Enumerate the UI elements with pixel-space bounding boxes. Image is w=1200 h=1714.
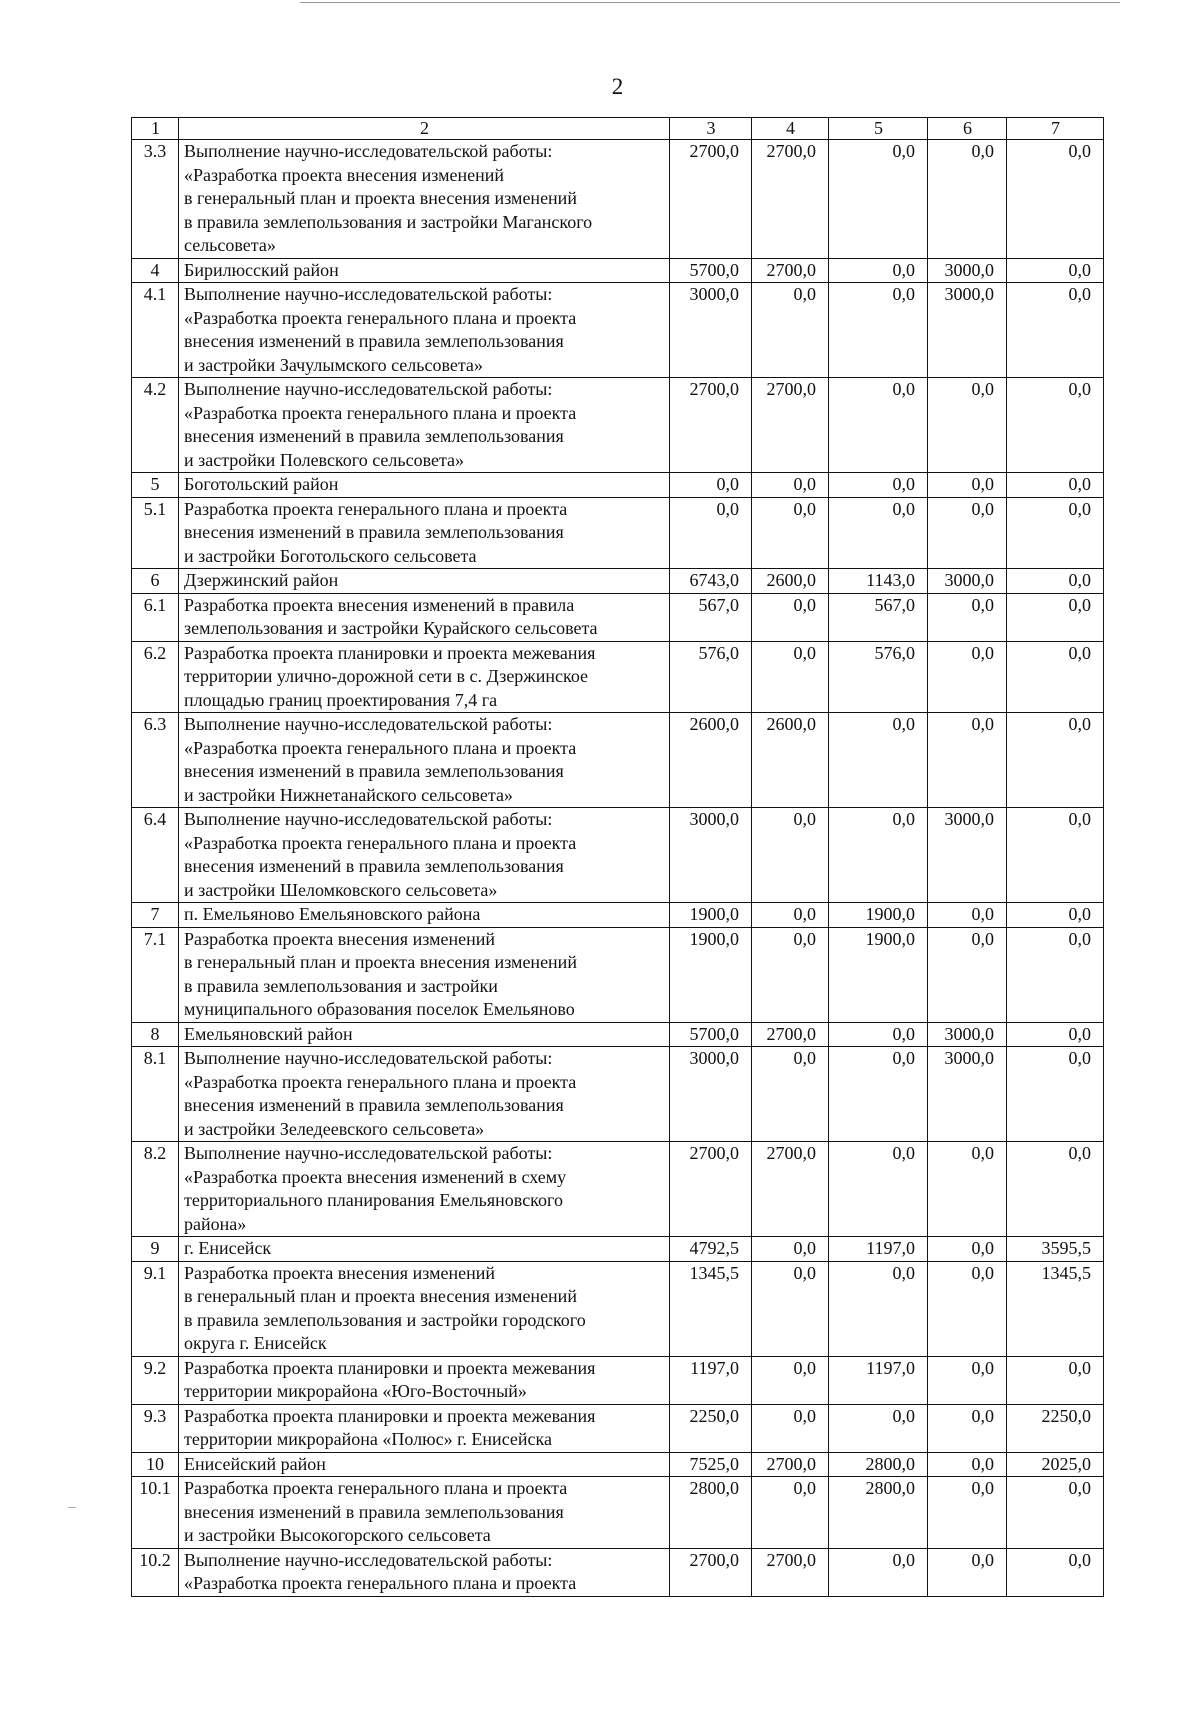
description-line: и застройки Полевского сельсовета» xyxy=(184,449,465,470)
table-row xyxy=(132,569,1104,594)
description-line: Выполнение научно-исследовательской работы: xyxy=(184,809,553,829)
amount-cell-c6: 0,0 xyxy=(928,1261,1007,1356)
amount-cell-c5: 0,0 xyxy=(829,497,928,569)
table-row xyxy=(132,1548,1104,1596)
description-line: территории микрорайона «Полюс» г. Енисейска xyxy=(184,1429,552,1449)
row-description xyxy=(179,1452,670,1477)
description-line: сельсовета» xyxy=(184,235,276,255)
row-number: 6.1 xyxy=(132,593,179,641)
amount-cell-c6: 0,0 xyxy=(928,473,1007,498)
amount-cell-c6: 0,0 xyxy=(928,713,1007,808)
row-number: 9.3 xyxy=(132,1404,179,1452)
amount-cell-c6: 0,0 xyxy=(928,1477,1007,1549)
amount-cell-c4: 2700,0 xyxy=(752,1022,829,1047)
amount-cell-c3: 0,0 xyxy=(670,473,752,498)
amount-cell-c3: 1197,0 xyxy=(670,1356,752,1404)
description-line: Выполнение научно-исследовательской работы: xyxy=(184,714,553,734)
description-line: Разработка проекта внесения изменений xyxy=(184,1262,495,1283)
table-row xyxy=(132,1356,1104,1404)
row-description xyxy=(179,1356,670,1404)
amount-cell-c3: 7525,0 xyxy=(670,1452,752,1477)
amount-cell-c4: 0,0 xyxy=(752,1237,829,1262)
table-body xyxy=(132,140,1104,1597)
amount-cell-c3: 2700,0 xyxy=(670,1142,752,1237)
amount-cell-c7: 2250,0 xyxy=(1007,1404,1104,1452)
amount-cell-c5: 2800,0 xyxy=(829,1477,928,1549)
description-line: Дзержинский район xyxy=(184,570,339,590)
description-line: Выполнение научно-исследовательской работы: xyxy=(184,284,553,304)
row-description xyxy=(179,641,670,713)
table-row xyxy=(132,378,1104,473)
description-line: «Разработка проекта генерального плана и проекта xyxy=(184,832,577,853)
amount-cell-c5: 1197,0 xyxy=(829,1237,928,1262)
amount-cell-c3: 576,0 xyxy=(670,641,752,713)
amount-cell-c3: 4792,5 xyxy=(670,1237,752,1262)
amount-cell-c4: 0,0 xyxy=(752,497,829,569)
amount-cell-c3: 2800,0 xyxy=(670,1477,752,1549)
amount-cell-c7: 0,0 xyxy=(1007,808,1104,903)
row-number: 8 xyxy=(132,1022,179,1047)
amount-cell-c6: 0,0 xyxy=(928,140,1007,259)
amount-cell-c6: 3000,0 xyxy=(928,1022,1007,1047)
scan-top-rule xyxy=(300,2,1120,3)
amount-cell-c7: 0,0 xyxy=(1007,1548,1104,1596)
amount-cell-c5: 0,0 xyxy=(829,258,928,283)
amount-cell-c3: 2700,0 xyxy=(670,1548,752,1596)
amount-cell-c6: 0,0 xyxy=(928,1237,1007,1262)
amount-cell-c7: 0,0 xyxy=(1007,473,1104,498)
description-line: Выполнение научно-исследовательской работы: xyxy=(184,1048,553,1068)
description-line: в генеральный план и проекта внесения изменений xyxy=(184,1286,577,1306)
description-line: территории микрорайона «Юго-Восточный» xyxy=(184,1381,527,1401)
description-line: «Разработка проекта генерального плана и проекта xyxy=(184,307,577,328)
row-description xyxy=(179,927,670,1022)
row-description xyxy=(179,258,670,283)
row-number: 6.3 xyxy=(132,713,179,808)
row-description xyxy=(179,473,670,498)
amount-cell-c7: 0,0 xyxy=(1007,1142,1104,1237)
row-description xyxy=(179,1047,670,1142)
amount-cell-c7: 0,0 xyxy=(1007,258,1104,283)
table-row xyxy=(132,1237,1104,1262)
row-number: 8.1 xyxy=(132,1047,179,1142)
table-row xyxy=(132,903,1104,928)
description-line: «Разработка проекта генерального плана и проекта xyxy=(184,1071,577,1092)
row-description xyxy=(179,1022,670,1047)
row-description xyxy=(179,497,670,569)
amount-cell-c7: 0,0 xyxy=(1007,378,1104,473)
row-description xyxy=(179,903,670,928)
description-line: Выполнение научно-исследовательской работы: xyxy=(184,1549,553,1570)
amount-cell-c4: 2700,0 xyxy=(752,258,829,283)
table-row xyxy=(132,593,1104,641)
column-header: 5 xyxy=(829,118,928,140)
scan-margin-mark xyxy=(68,1507,76,1508)
amount-cell-c5: 1143,0 xyxy=(829,569,928,594)
description-line: Боготольский район xyxy=(184,474,339,494)
amount-cell-c7: 0,0 xyxy=(1007,1047,1104,1142)
description-line: Енисейский район xyxy=(184,1453,326,1474)
amount-cell-c7: 0,0 xyxy=(1007,140,1104,259)
amount-cell-c7: 1345,5 xyxy=(1007,1261,1104,1356)
amount-cell-c4: 2700,0 xyxy=(752,1548,829,1596)
table-row xyxy=(132,927,1104,1022)
description-line: «Разработка проекта внесения изменений xyxy=(184,164,504,185)
description-line: и застройки Зеледеевского сельсовета» xyxy=(184,1118,485,1139)
amount-cell-c3: 6743,0 xyxy=(670,569,752,594)
row-description xyxy=(179,1477,670,1549)
description-line: округа г. Енисейск xyxy=(184,1333,327,1353)
description-line: в правила землепользования и застройки городского xyxy=(184,1309,586,1330)
row-number: 7 xyxy=(132,903,179,928)
row-number: 9.2 xyxy=(132,1356,179,1404)
amount-cell-c6: 0,0 xyxy=(928,641,1007,713)
amount-cell-c5: 0,0 xyxy=(829,473,928,498)
amount-cell-c4: 0,0 xyxy=(752,1261,829,1356)
amount-cell-c3: 3000,0 xyxy=(670,808,752,903)
table-row xyxy=(132,283,1104,378)
row-number: 10 xyxy=(132,1452,179,1477)
description-line: Емельяновский район xyxy=(184,1023,353,1044)
row-description xyxy=(179,713,670,808)
table-row xyxy=(132,808,1104,903)
row-number: 6.4 xyxy=(132,808,179,903)
amount-cell-c5: 2800,0 xyxy=(829,1452,928,1477)
amount-cell-c3: 1900,0 xyxy=(670,903,752,928)
row-description xyxy=(179,1404,670,1452)
description-line: и застройки Нижнетанайского сельсовета» xyxy=(184,784,513,805)
row-number: 7.1 xyxy=(132,927,179,1022)
row-number: 6.2 xyxy=(132,641,179,713)
description-line: площадью границ проектирования 7,4 га xyxy=(184,689,498,710)
amount-cell-c4: 0,0 xyxy=(752,903,829,928)
budget-table xyxy=(131,117,1104,1597)
table-row xyxy=(132,1477,1104,1549)
amount-cell-c5: 1900,0 xyxy=(829,927,928,1022)
description-line: внесения изменений в правила землепользования xyxy=(184,426,564,446)
description-line: и застройки Боготольского сельсовета xyxy=(184,545,477,566)
amount-cell-c6: 3000,0 xyxy=(928,569,1007,594)
amount-cell-c5: 0,0 xyxy=(829,1142,928,1237)
description-line: внесения изменений в правила землепользования xyxy=(184,522,564,542)
table-header-row xyxy=(132,118,1104,140)
description-line: Выполнение научно-исследовательской работы: xyxy=(184,1143,553,1163)
description-line: муниципального образования поселок Емельяново xyxy=(184,999,575,1019)
description-line: «Разработка проекта генерального плана и проекта xyxy=(184,737,577,758)
amount-cell-c4: 0,0 xyxy=(752,1047,829,1142)
row-number: 3.3 xyxy=(132,140,179,259)
amount-cell-c3: 2700,0 xyxy=(670,140,752,259)
description-line: «Разработка проекта генерального плана и проекта xyxy=(184,402,577,423)
description-line: в генеральный план и проекта внесения изменений xyxy=(184,188,577,208)
row-description xyxy=(179,808,670,903)
row-description xyxy=(179,569,670,594)
amount-cell-c5: 567,0 xyxy=(829,593,928,641)
row-number: 10.2 xyxy=(132,1548,179,1596)
amount-cell-c6: 0,0 xyxy=(928,593,1007,641)
description-line: Разработка проекта планировки и проекта межевания xyxy=(184,1357,596,1378)
description-line: «Разработка проекта генерального плана и проекта xyxy=(184,1573,577,1593)
description-line: Разработка проекта планировки и проекта межевания xyxy=(184,642,596,663)
amount-cell-c6: 0,0 xyxy=(928,497,1007,569)
table-row xyxy=(132,497,1104,569)
row-number: 4 xyxy=(132,258,179,283)
description-line: Разработка проекта внесения изменений в правила xyxy=(184,594,575,615)
amount-cell-c7: 0,0 xyxy=(1007,497,1104,569)
amount-cell-c4: 2700,0 xyxy=(752,140,829,259)
description-line: внесения изменений в правила землепользования xyxy=(184,1095,564,1115)
row-description xyxy=(179,1142,670,1237)
amount-cell-c6: 0,0 xyxy=(928,1356,1007,1404)
amount-cell-c3: 1345,5 xyxy=(670,1261,752,1356)
description-line: внесения изменений в правила землепользования xyxy=(184,856,564,876)
amount-cell-c4: 2700,0 xyxy=(752,378,829,473)
amount-cell-c7: 3595,5 xyxy=(1007,1237,1104,1262)
amount-cell-c7: 0,0 xyxy=(1007,713,1104,808)
amount-cell-c5: 0,0 xyxy=(829,283,928,378)
row-number: 4.2 xyxy=(132,378,179,473)
amount-cell-c7: 0,0 xyxy=(1007,283,1104,378)
description-line: внесения изменений в правила землепользования xyxy=(184,761,564,781)
description-line: в генеральный план и проекта внесения изменений xyxy=(184,952,577,972)
description-line: внесения изменений в правила землепользования xyxy=(184,331,564,351)
row-description xyxy=(179,1548,670,1596)
description-line: в правила землепользования и застройки xyxy=(184,975,498,996)
description-line: в правила землепользования и застройки Маганского xyxy=(184,211,593,232)
row-description xyxy=(179,378,670,473)
amount-cell-c4: 0,0 xyxy=(752,1477,829,1549)
amount-cell-c5: 0,0 xyxy=(829,1404,928,1452)
row-description xyxy=(179,593,670,641)
row-number: 5 xyxy=(132,473,179,498)
amount-cell-c6: 0,0 xyxy=(928,1404,1007,1452)
row-number: 4.1 xyxy=(132,283,179,378)
amount-cell-c4: 2600,0 xyxy=(752,569,829,594)
description-line: территории улично-дорожной сети в с. Дзержинское xyxy=(184,666,589,686)
amount-cell-c5: 0,0 xyxy=(829,1047,928,1142)
amount-cell-c6: 3000,0 xyxy=(928,808,1007,903)
description-line: Выполнение научно-исследовательской работы: xyxy=(184,141,553,161)
row-description xyxy=(179,1237,670,1262)
row-description xyxy=(179,140,670,259)
amount-cell-c3: 0,0 xyxy=(670,497,752,569)
amount-cell-c7: 0,0 xyxy=(1007,927,1104,1022)
description-line: Разработка проекта планировки и проекта межевания xyxy=(184,1405,596,1426)
table-row xyxy=(132,1261,1104,1356)
row-number: 5.1 xyxy=(132,497,179,569)
amount-cell-c7: 0,0 xyxy=(1007,903,1104,928)
amount-cell-c7: 0,0 xyxy=(1007,641,1104,713)
amount-cell-c5: 0,0 xyxy=(829,713,928,808)
description-line: Выполнение научно-исследовательской работы: xyxy=(184,379,553,399)
amount-cell-c7: 0,0 xyxy=(1007,569,1104,594)
amount-cell-c4: 0,0 xyxy=(752,641,829,713)
description-line: Разработка проекта внесения изменений xyxy=(184,928,495,949)
description-line: внесения изменений в правила землепользования xyxy=(184,1501,564,1522)
description-line: района» xyxy=(184,1213,247,1234)
table-row xyxy=(132,1047,1104,1142)
amount-cell-c6: 0,0 xyxy=(928,378,1007,473)
table-row xyxy=(132,1022,1104,1047)
amount-cell-c4: 0,0 xyxy=(752,808,829,903)
amount-cell-c5: 1197,0 xyxy=(829,1356,928,1404)
page-number: 2 xyxy=(611,74,624,99)
amount-cell-c6: 0,0 xyxy=(928,1142,1007,1237)
description-line: «Разработка проекта внесения изменений в схему xyxy=(184,1166,567,1187)
amount-cell-c4: 0,0 xyxy=(752,1356,829,1404)
amount-cell-c5: 0,0 xyxy=(829,808,928,903)
column-header: 4 xyxy=(752,118,829,140)
amount-cell-c4: 0,0 xyxy=(752,473,829,498)
table-row xyxy=(132,473,1104,498)
row-description xyxy=(179,1261,670,1356)
amount-cell-c7: 0,0 xyxy=(1007,593,1104,641)
amount-cell-c3: 3000,0 xyxy=(670,283,752,378)
amount-cell-c6: 3000,0 xyxy=(928,258,1007,283)
amount-cell-c3: 5700,0 xyxy=(670,258,752,283)
column-header: 7 xyxy=(1007,118,1104,140)
description-line: и застройки Зачулымского сельсовета» xyxy=(184,354,483,375)
amount-cell-c5: 576,0 xyxy=(829,641,928,713)
row-number: 9.1 xyxy=(132,1261,179,1356)
amount-cell-c3: 2250,0 xyxy=(670,1404,752,1452)
amount-cell-c5: 0,0 xyxy=(829,140,928,259)
column-header: 1 xyxy=(132,118,179,140)
amount-cell-c4: 2700,0 xyxy=(752,1142,829,1237)
amount-cell-c4: 0,0 xyxy=(752,283,829,378)
amount-cell-c6: 3000,0 xyxy=(928,1047,1007,1142)
amount-cell-c6: 0,0 xyxy=(928,927,1007,1022)
description-line: Разработка проекта генерального плана и проекта xyxy=(184,1478,568,1498)
amount-cell-c3: 1900,0 xyxy=(670,927,752,1022)
description-line: и застройки Высокогорского сельсовета xyxy=(184,1525,491,1545)
table-row xyxy=(132,713,1104,808)
column-header: 6 xyxy=(928,118,1007,140)
amount-cell-c3: 3000,0 xyxy=(670,1047,752,1142)
amount-cell-c4: 2600,0 xyxy=(752,713,829,808)
amount-cell-c7: 2025,0 xyxy=(1007,1452,1104,1477)
amount-cell-c6: 0,0 xyxy=(928,1548,1007,1596)
table-row xyxy=(132,1142,1104,1237)
amount-cell-c7: 0,0 xyxy=(1007,1477,1104,1549)
amount-cell-c5: 0,0 xyxy=(829,1261,928,1356)
amount-cell-c4: 0,0 xyxy=(752,927,829,1022)
amount-cell-c3: 2700,0 xyxy=(670,378,752,473)
amount-cell-c3: 567,0 xyxy=(670,593,752,641)
row-description xyxy=(179,283,670,378)
amount-cell-c7: 0,0 xyxy=(1007,1022,1104,1047)
amount-cell-c6: 3000,0 xyxy=(928,283,1007,378)
table-row xyxy=(132,641,1104,713)
amount-cell-c4: 0,0 xyxy=(752,593,829,641)
table-row xyxy=(132,258,1104,283)
description-line: Бирилюсский район xyxy=(184,259,339,280)
table-row xyxy=(132,140,1104,259)
amount-cell-c5: 0,0 xyxy=(829,1022,928,1047)
amount-cell-c3: 5700,0 xyxy=(670,1022,752,1047)
amount-cell-c6: 0,0 xyxy=(928,1452,1007,1477)
amount-cell-c7: 0,0 xyxy=(1007,1356,1104,1404)
row-number: 10.1 xyxy=(132,1477,179,1549)
description-line: п. Емельяново Емельяновского района xyxy=(184,904,481,924)
column-header: 3 xyxy=(670,118,752,140)
amount-cell-c4: 0,0 xyxy=(752,1404,829,1452)
row-number: 9 xyxy=(132,1237,179,1262)
description-line: территориального планирования Емельяновского xyxy=(184,1190,563,1210)
description-line: землепользования и застройки Курайского сельсовета xyxy=(184,618,598,638)
row-number: 8.2 xyxy=(132,1142,179,1237)
description-line: Разработка проекта генерального плана и проекта xyxy=(184,498,568,519)
table-row xyxy=(132,1404,1104,1452)
description-line: г. Енисейск xyxy=(184,1238,272,1258)
column-header: 2 xyxy=(179,118,670,140)
description-line: и застройки Шеломковского сельсовета» xyxy=(184,879,498,900)
amount-cell-c4: 2700,0 xyxy=(752,1452,829,1477)
amount-cell-c6: 0,0 xyxy=(928,903,1007,928)
table-row xyxy=(132,1452,1104,1477)
amount-cell-c5: 0,0 xyxy=(829,378,928,473)
amount-cell-c5: 0,0 xyxy=(829,1548,928,1596)
amount-cell-c3: 2600,0 xyxy=(670,713,752,808)
row-number: 6 xyxy=(132,569,179,594)
amount-cell-c5: 1900,0 xyxy=(829,903,928,928)
